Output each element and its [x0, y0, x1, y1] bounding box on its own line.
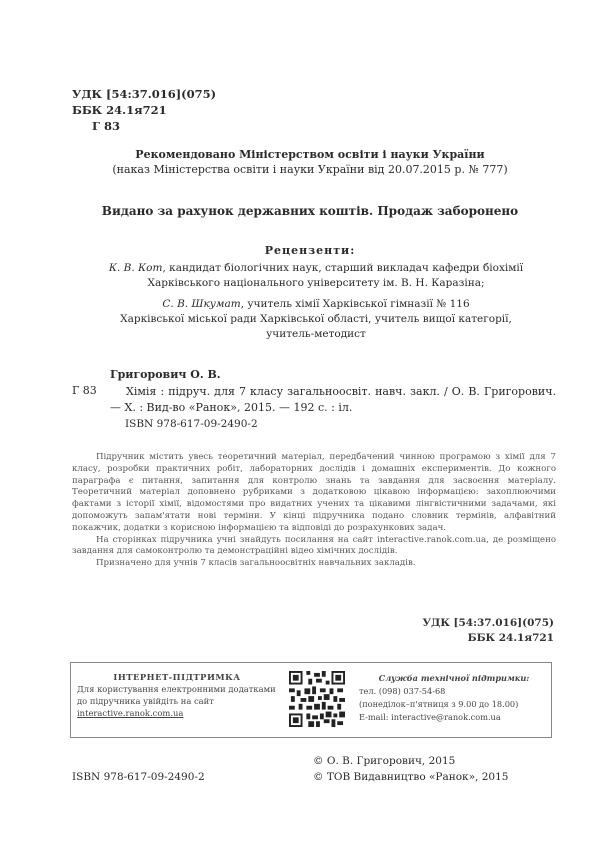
annotation-paragraph-2: На сторінках підручника учні знайдуть посилання на сайт interactive.ranok.com.ua, де розміщено завдання для самоконтролю та демонстраційні відео хімічних дослідів. — [72, 534, 556, 557]
internet-support-text: Для користування електронними додатками до підручника увійдіть на сайт — [77, 684, 276, 706]
catalog-isbn: ISBN 978-617-09-2490-2 — [125, 418, 258, 430]
tech-support-phone: тел. (098) 037-54-68 — [359, 686, 446, 696]
qr-code-icon — [289, 670, 345, 728]
catalog-mark: Г 83 — [72, 384, 97, 397]
copyright-author: © О. В. Григорович, 2015 — [313, 755, 456, 767]
reviewer-1-desc-2: Харківського національного університету ім. В. Н. Каразіна; — [147, 277, 485, 289]
recommendation-line-2: (наказ Міністерства освіти і науки України від 20.07.2015 р. № 777) — [112, 163, 508, 176]
support-box — [70, 662, 552, 738]
tech-support — [359, 672, 549, 724]
issued-notice: Видано за рахунок державних коштів. Продаж заборонено — [101, 204, 519, 218]
reviewer-1-desc: , кандидат біологічних наук, старший викладач кафедри біохімії — [162, 262, 524, 274]
copyright-publisher: © ТОВ Видавництво «Ранок», 2015 — [313, 771, 509, 783]
footer-codes — [422, 616, 554, 646]
footer-udk: УДК [54:37.016](075) — [422, 617, 554, 629]
reviewer-2 — [66, 297, 566, 342]
reviewer-1-name: К. В. Кот — [108, 262, 163, 274]
bottom-isbn: ISBN 978-617-09-2490-2 — [72, 771, 205, 783]
footer-bbk: ББК 24.1я721 — [467, 632, 554, 644]
tech-support-email[interactable]: E-mail: interactive@ranok.com.ua — [359, 712, 501, 722]
udk-code: УДК [54:37.016](075) — [72, 87, 217, 101]
internet-support-link[interactable]: interactive.ranok.com.ua — [77, 708, 184, 718]
reviewer-1 — [66, 261, 566, 291]
reviewer-2-desc: , учитель хімії Харківської гімназії № 116 — [240, 298, 470, 310]
reviewer-2-desc-2: Харківської міської ради Харківської області, учитель вищої категорії, — [120, 313, 512, 325]
bbk-code: ББК 24.1я721 — [72, 103, 167, 117]
author-mark: Г 83 — [92, 119, 120, 133]
reviewer-2-name: С. В. Шкумат — [162, 298, 241, 310]
catalog-author: Григорович О. В. — [110, 368, 221, 381]
recommendation-line-1: Рекомендовано Міністерством освіти і науки України — [135, 148, 485, 161]
tech-support-hours: (понеділок–п'ятниця з 9.00 до 18.00) — [359, 699, 519, 709]
annotation-paragraph-3: Призначено для учнів 7 класів загальноосвітніх навчальних закладів. — [96, 558, 416, 569]
annotation-paragraph-1: Підручник містить увесь теоретичний матеріал, передбачений чинною програмою з хімії для 7 класу, розробки практичних робіт, лабораторних дослідів і домашніх експериментів. До кожного параграфа є питання, запитання для контролю знань та завдання для засвоєння матеріалу. Теоретичний матеріал доповнено рубриками з додатковою цікавою інформацією: захоплюючими фактами з історії хімії, відомостями про видатних учених та цікавими лінгвістичними задачами, які допоможуть запам'ятати нові терміни. У кінці підручника подано словник термінів, алфавітний покажчик, додатки з корисною інформацією та відповіді до розрахункових задач. — [72, 452, 556, 533]
internet-support — [77, 671, 277, 719]
tech-support-title: Служба технічної підтримки: — [378, 673, 530, 683]
annotation — [72, 452, 556, 570]
reviewer-2-desc-3: учитель-методист — [266, 328, 366, 340]
reviewers-title: Рецензенти: — [264, 244, 356, 257]
catalog-description: Хімія : підруч. для 7 класу загальноосвіт. навч. закл. / О. В. Григорович. — Х. : Вид-во «Ранок», 2015. — 192 с. : іл. — [110, 385, 556, 414]
internet-support-title: ІНТЕРНЕТ-ПІДТРИМКА — [113, 672, 241, 682]
